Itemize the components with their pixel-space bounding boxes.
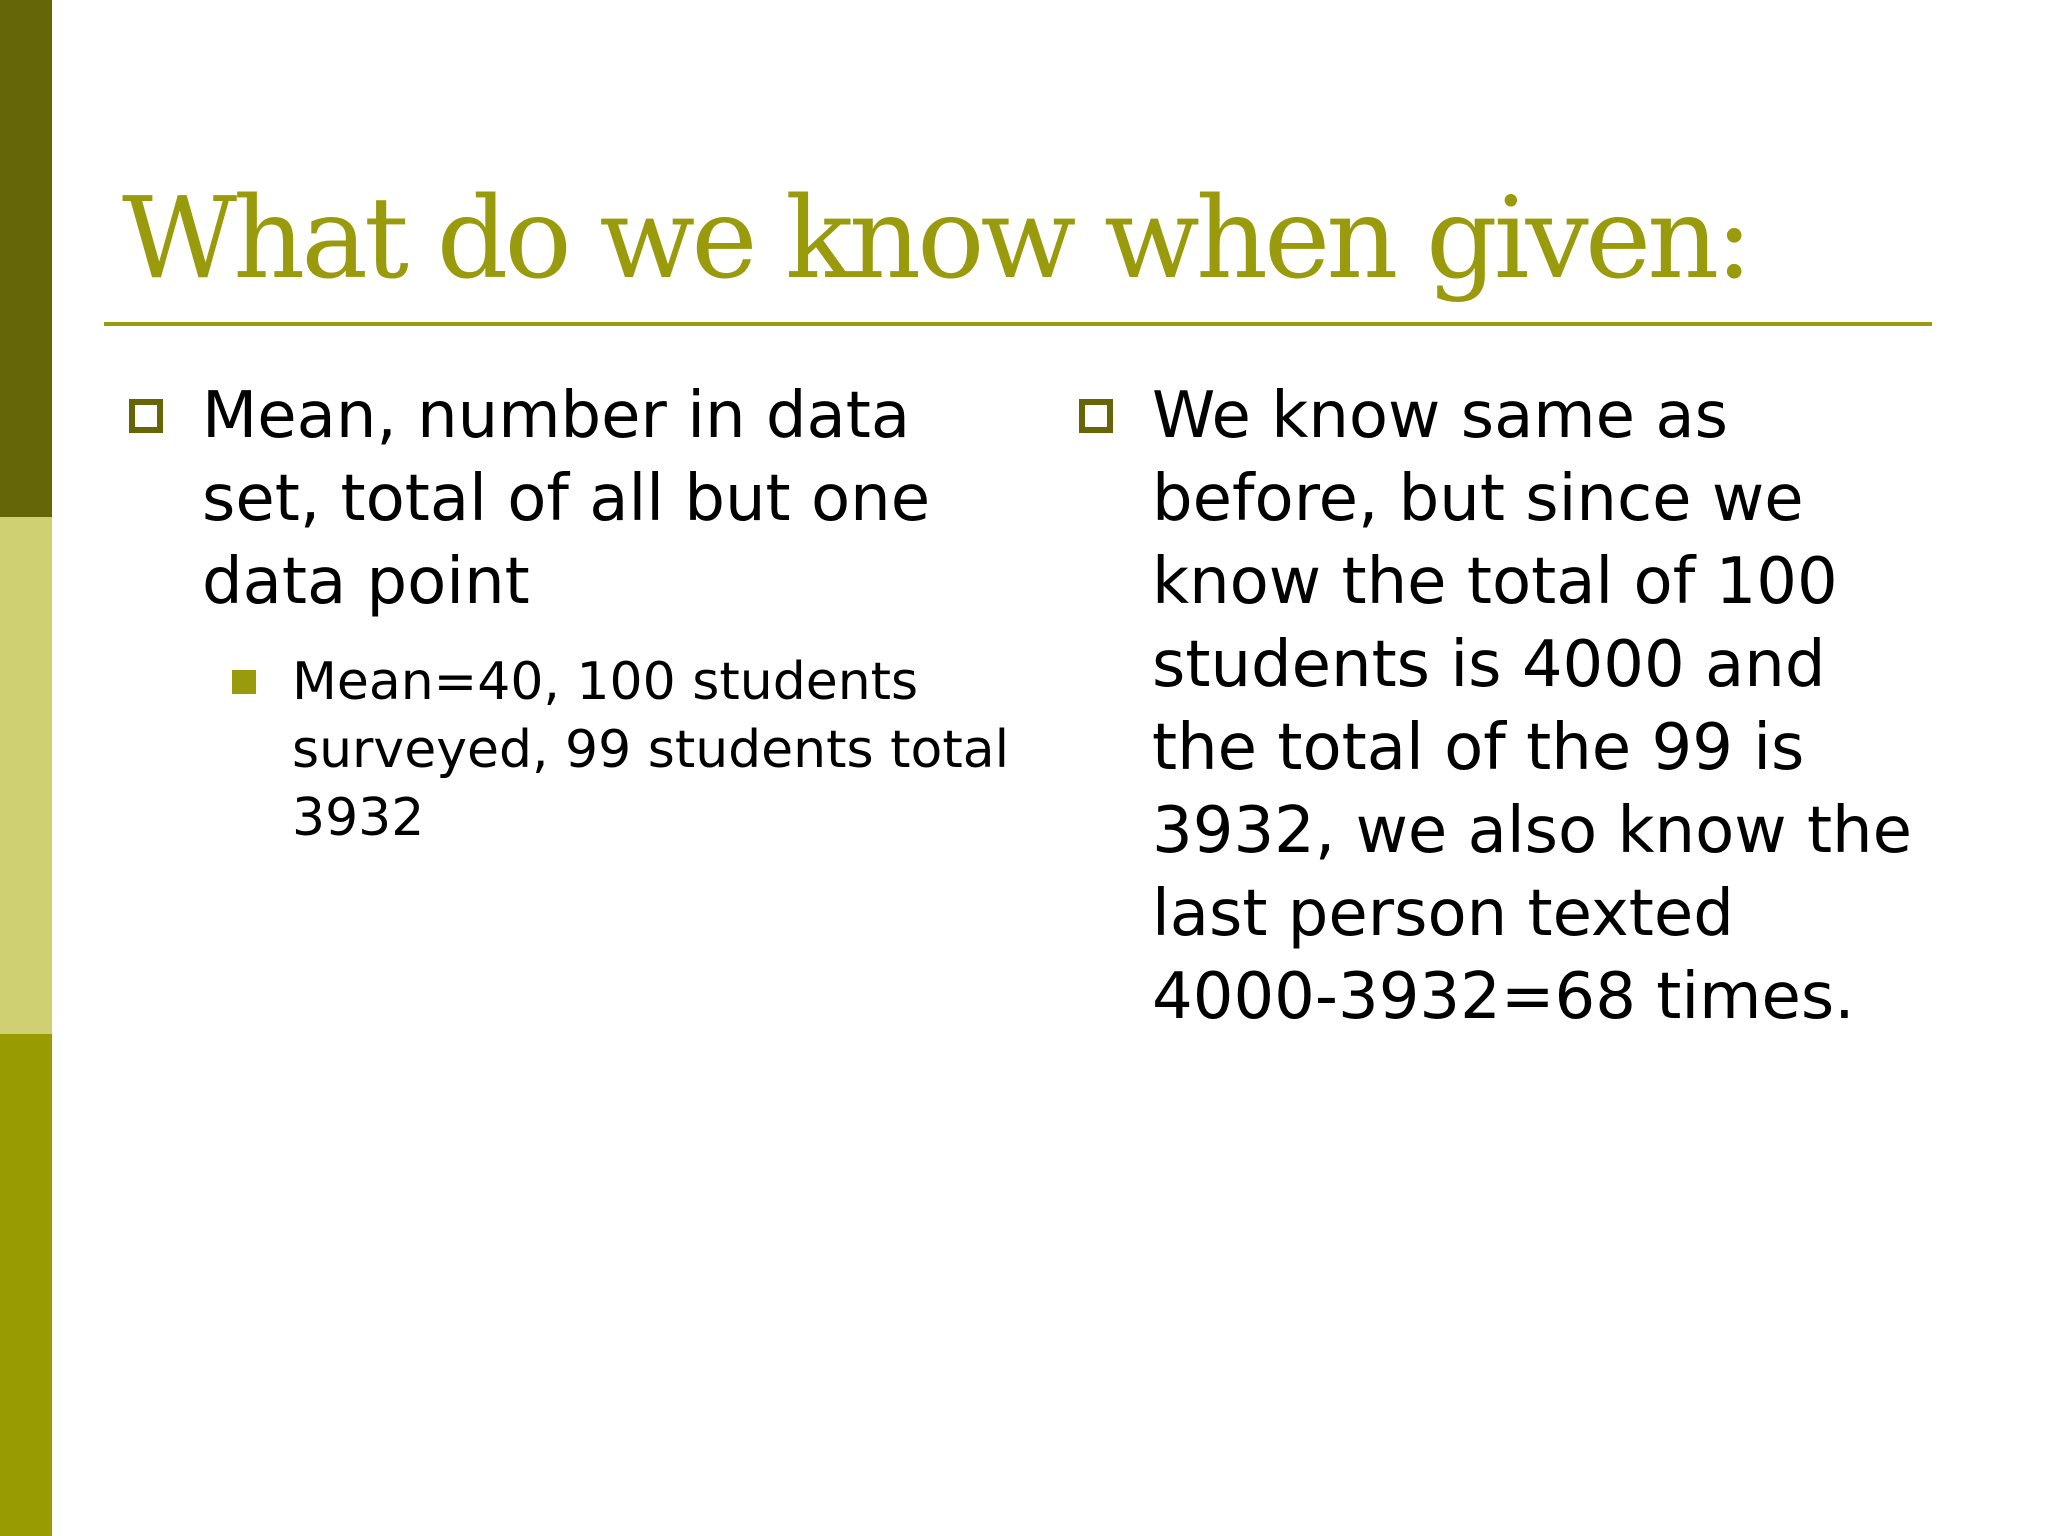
slide-title: What do we know when given: <box>122 174 1749 304</box>
filled-square-bullet-icon <box>232 670 256 694</box>
left-sub-bullet-text: Mean=40, 100 students surveyed, 99 students total 3932 <box>292 652 1010 848</box>
sidebar-middle-stripe <box>0 517 52 1034</box>
left-bullet-text: Mean, number in data set, total of all but one data point <box>202 379 931 619</box>
sidebar-top-stripe <box>0 0 52 517</box>
sidebar-bottom-stripe <box>0 1034 52 1536</box>
right-bullet <box>1070 375 1930 1039</box>
left-sub-bullet <box>120 648 1025 852</box>
hollow-square-bullet-icon <box>1079 399 1113 433</box>
right-column <box>1070 375 1930 1039</box>
hollow-square-bullet-icon <box>129 399 163 433</box>
right-bullet-text: We know same as before, but since we know the total of 100 students is 4000 and the total of the 99 is 3932, we also know the last person texted 4000-3932=68 times. <box>1152 379 1912 1034</box>
title-underline <box>104 322 1932 326</box>
left-column <box>120 375 1025 852</box>
left-bullet <box>120 375 1025 624</box>
